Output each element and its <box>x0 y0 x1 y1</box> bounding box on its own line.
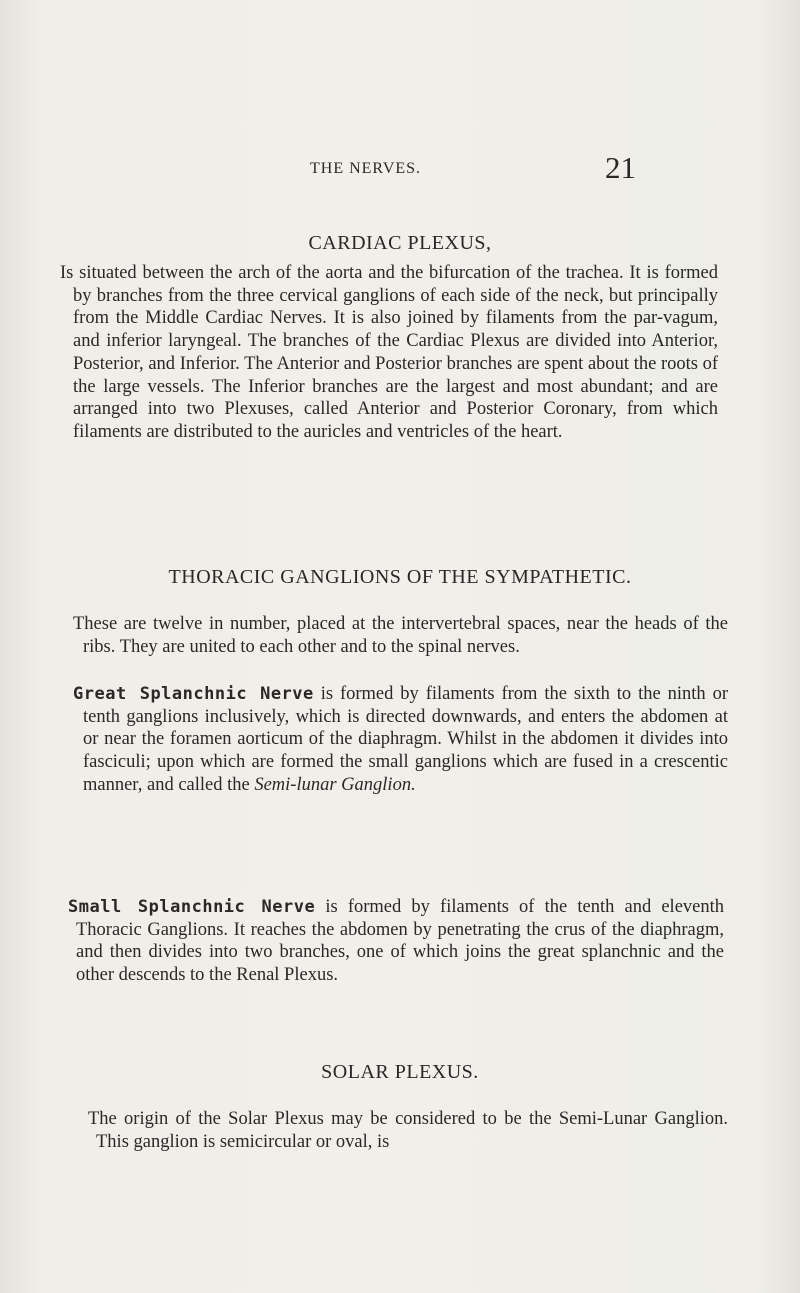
running-head <box>0 150 800 190</box>
paragraph-great-splanchnic <box>73 683 728 797</box>
heading-cardiac-plexus: CARDIAC PLEXUS, <box>308 232 492 254</box>
term-semilunar-ganglion: Semi-lunar Ganglion. <box>254 774 416 795</box>
page-number: 21 <box>605 150 636 185</box>
paragraph-small-splanchnic <box>68 896 724 987</box>
running-title: THE NERVES. <box>310 160 422 177</box>
heading-thoracic-ganglions: THORACIC GANGLIONS OF THE SYMPATHETIC. <box>168 566 632 588</box>
term-small-splanchnic: Small Splanchnic Nerve <box>68 897 316 917</box>
term-great-splanchnic: Great Splanchnic Nerve <box>73 684 314 704</box>
paragraph-solar-plexus: The origin of the Solar Plexus may be considered to be the Semi-Lunar Ganglion. This ganglion is semicircular or oval, is <box>88 1109 728 1152</box>
paragraph-thoracic-ganglions: These are twelve in number, placed at the intervertebral spaces, near the heads of the ribs. They are united to each other and to the spinal nerves. <box>73 614 728 657</box>
heading-solar-plexus: SOLAR PLEXUS. <box>321 1061 479 1083</box>
text-small-splanchnic: is formed by filaments of the tenth and eleventh Thoracic Ganglions. It reaches the abdomen by penetrating the crus of the diaphragm, and then divides into two branches, one of which joins the great splanchnic and the other descends to the Renal Plexus. <box>76 897 725 986</box>
paragraph-cardiac-plexus: Is situated between the arch of the aorta and the bifurcation of the trachea. It is formed by branches from the three cervical ganglions of each side of the neck, but principally from the Middle Cardiac Nerves. It is also joined by filaments from the par-vagum, and inferior laryngeal. The branches of the Cardiac Plexus are divided into Anterior, Posterior, and Inferior. The Anterior and Posterior branches are spent about the roots of the large vessels. The Inferior branches are the largest and most abundant; and are arranged into two Plexuses, called Anterior and Posterior Coronary, from which filaments are distributed to the auricles and ventricles of the heart. <box>60 263 718 442</box>
text-great-splanchnic: is formed by filaments from the sixth to the ninth or tenth ganglions inclusively, which is directed downwards, and enters the abdomen at or near the foramen aorticum of the diaphragm. Whilst in the abdomen it divides into fasciculi; upon which are formed the small ganglions which are fused in a crescentic manner, and called the <box>83 684 728 795</box>
